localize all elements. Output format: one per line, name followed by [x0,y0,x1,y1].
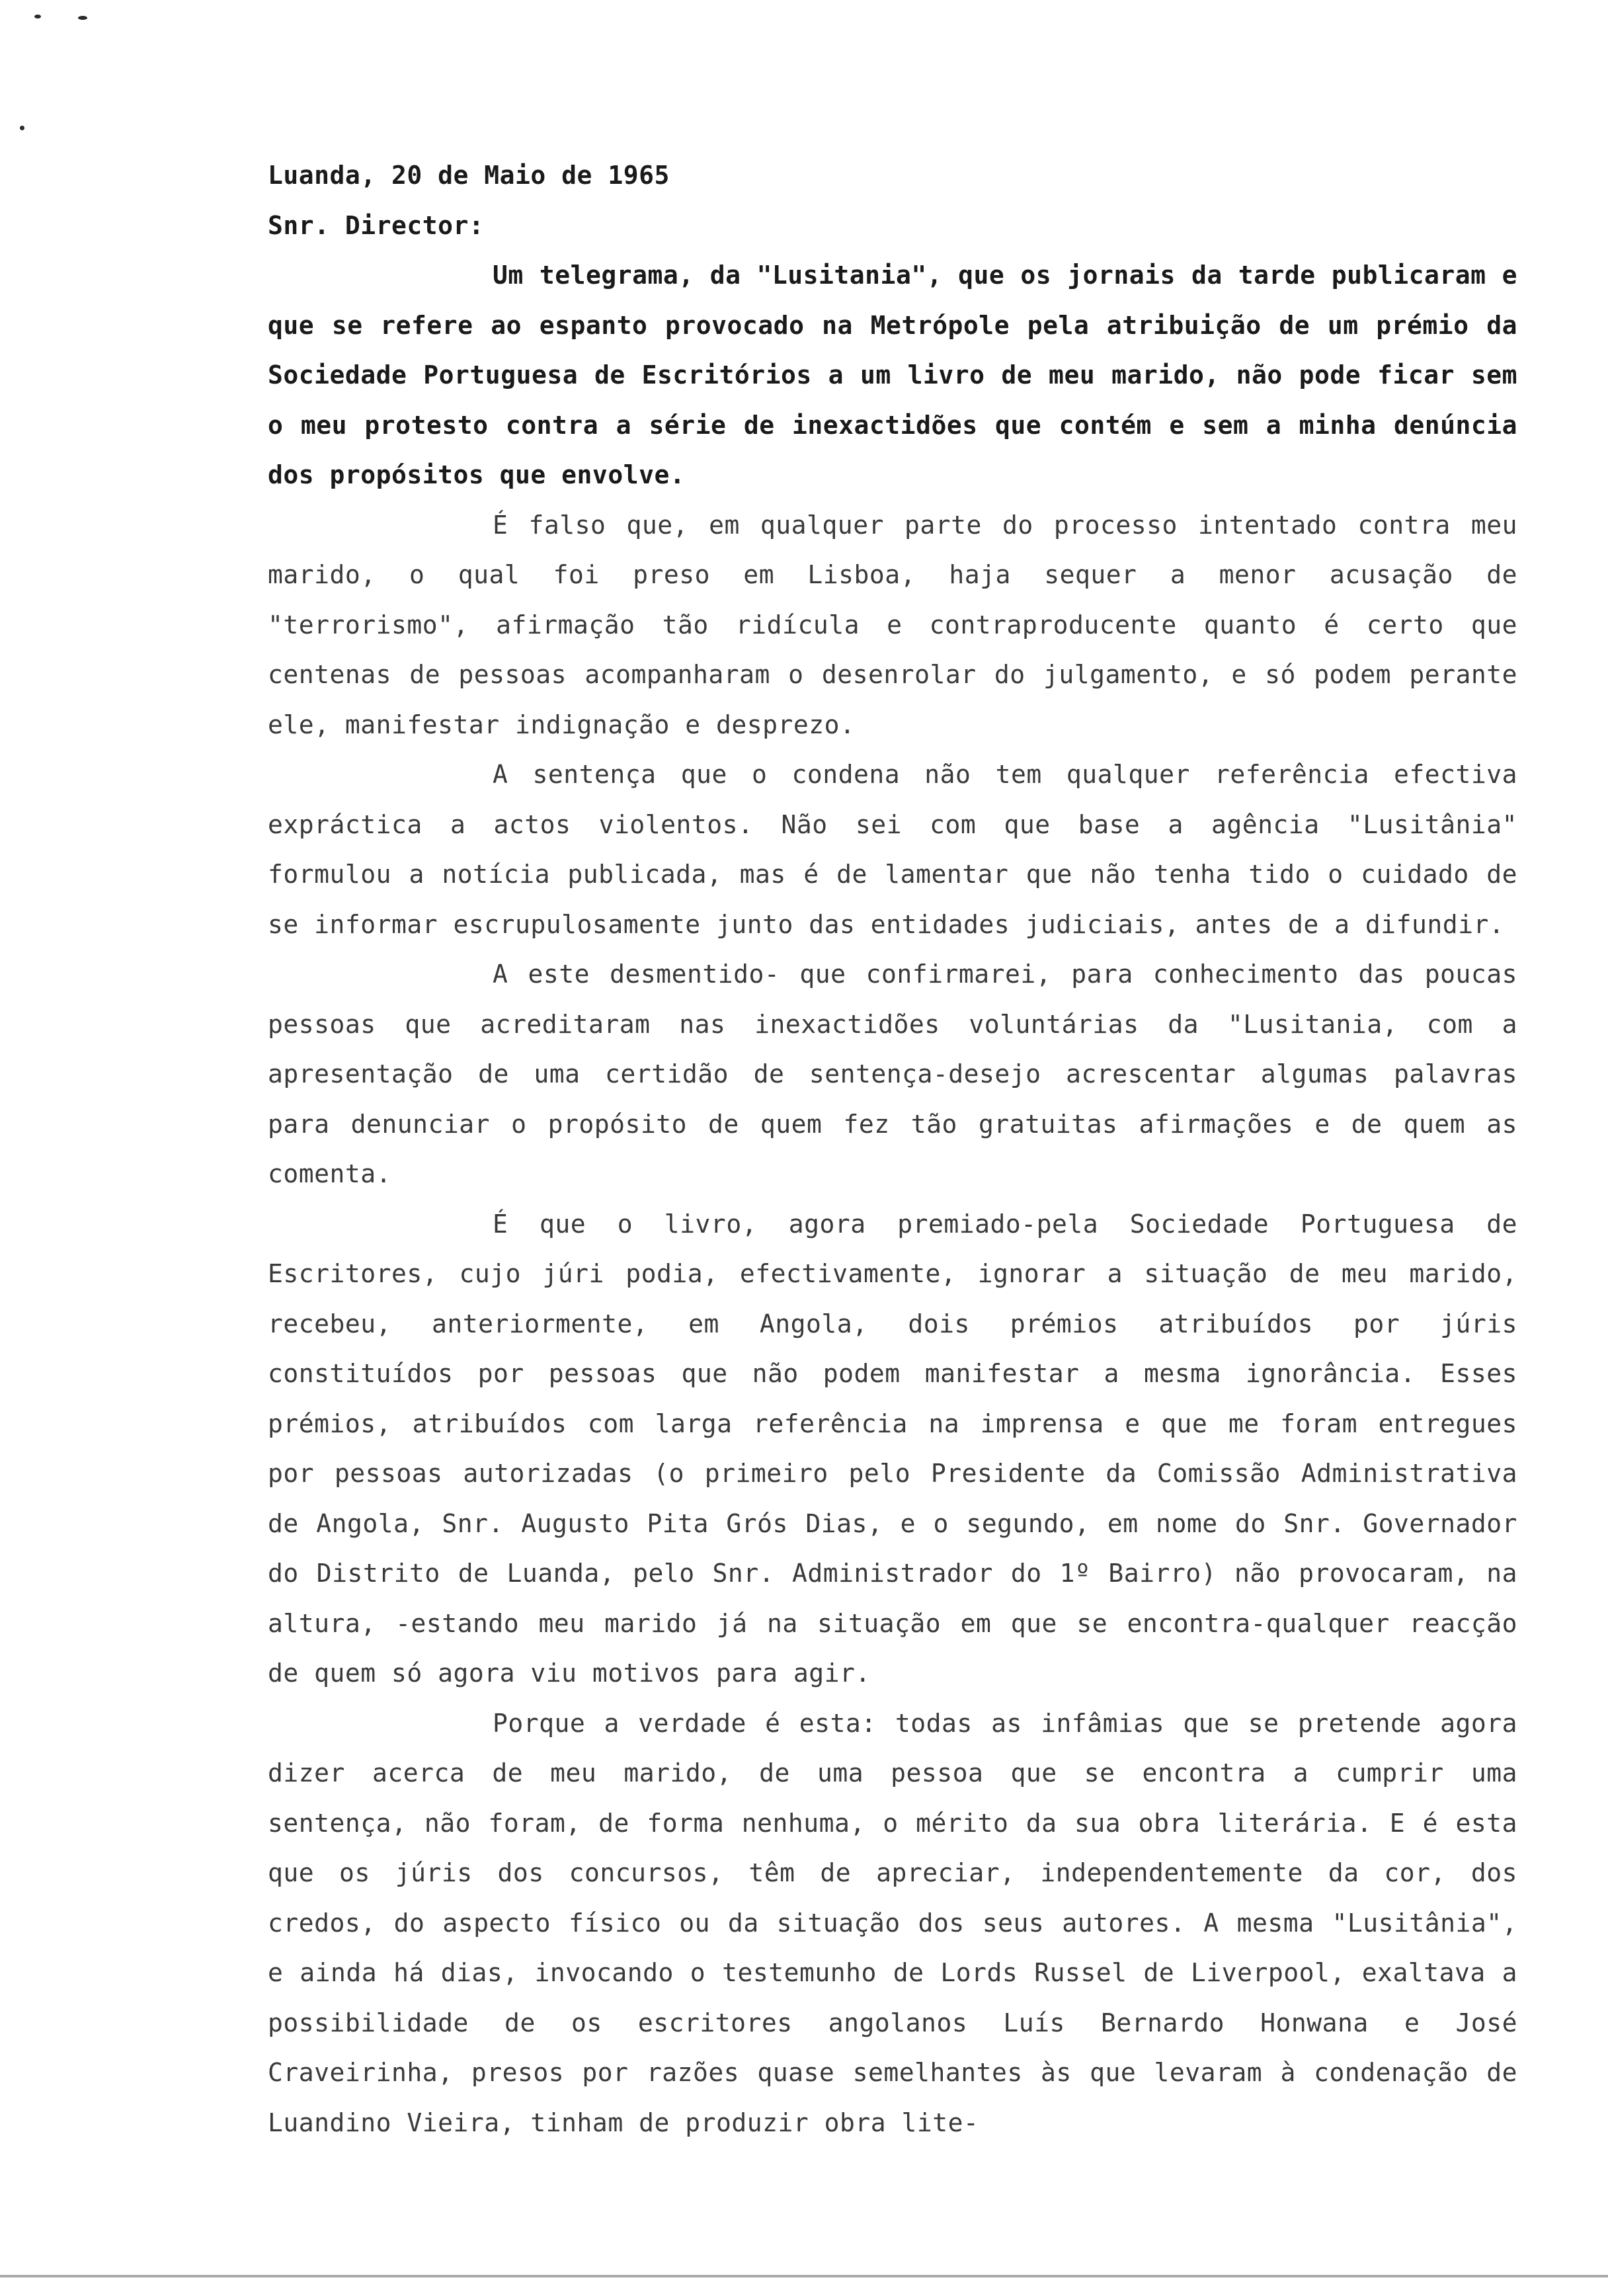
salutation: Snr. Director: [268,210,485,240]
paragraph-telegram: Um telegrama, da "Lusitania", que os jornais da tarde publicaram e que se refere ao espanto provocado na Metrópole pela atribuição de um prémio da Sociedade Portuguesa de Escritórios a um livro de meu marido, não pode ficar sem o meu protesto contra a série de inexactidões que contém e sem a minha denúncia dos propósitos que envolve. [268,261,1517,489]
paragraph-desmentido: A este desmentido- que confirmarei, para conhecimento das poucas pessoas que acreditaram nas inexactidões voluntárias da "Lusitania, com a apresentação de uma certidão de sentença-desejo acrescentar algumas palavras para denunciar o propósito de quem fez tão gratuitas afirmações e de quem as comenta. [268,960,1517,1188]
scan-speck [78,16,87,20]
date-line: Luanda, 20 de Maio de 1965 [268,161,670,190]
paragraph-sentenca: A sentença que o condena não tem qualquer referência efectiva expráctica a actos violentos. Não sei com que base a agência "Lusitânia" formulou a notícia publicada, mas é de lamentar que não tenha tido o cuidado de se informar escrupulosamente junto das entidades judiciais, antes de a difundir. [268,760,1517,939]
paragraph-verdade: Porque a verdade é esta: todas as infâmias que se pretende agora dizer acerca de meu marido, de uma pessoa que se encontra a cumprir uma sentença, não foram, de forma nenhuma, o mérito da sua obra literária. E é esta que os júris dos concursos, têm de apreciar, independentemente da cor, dos credos, do aspecto físico ou da situação dos seus autores. A mesma "Lusitânia", e ainda há dias, invocando o testemunho de Lords Russel de Liverpool, exaltava a possibilidade de os escritores angolanos Luís Bernardo Honwana e José Craveirinha, presos por razões quase semelhantes às que levaram à condenação de Luandino Vieira, tinham de produzir obra lite- [268,1708,1517,2137]
page-bottom-edge [0,2275,1608,2277]
scan-speck [20,126,24,130]
paragraph-livro: É que o livro, agora premiado-pela Sociedade Portuguesa de Escritores, cujo júri podia, efectivamente, ignorar a situação de meu marido, recebeu, anteriormente, em Angola, dois prémios atribuídos por júris constituídos por pessoas que não podem manifestar a mesma ignorância. Esses prémios, atribuídos com larga referência na imprensa e que me foram entregues por pessoas autorizadas (o primeiro pelo Presidente da Comissão Administrativa de Angola, Snr. Augusto Pita Grós Dias, e o segundo, em nome do Snr. Governador do Distrito de Luanda, pelo Snr. Administrador do 1º Bairro) não provocaram, na altura, -estando meu marido já na situação em que se encontra-qualquer reacção de quem só agora viu motivos para agir. [268,1209,1517,1688]
paragraph-falso: É falso que, em qualquer parte do processo intentado contra meu marido, o qual foi preso em Lisboa, haja sequer a menor acusação de "terrorismo", afirmação tão ridícula e contraproducente quanto é certo que centenas de pessoas acompanharam o desenrolar do julgamento, e só podem perante ele, manifestar indignação e desprezo. [268,510,1517,739]
letter-body [268,151,1517,2148]
scan-speck [34,15,41,19]
